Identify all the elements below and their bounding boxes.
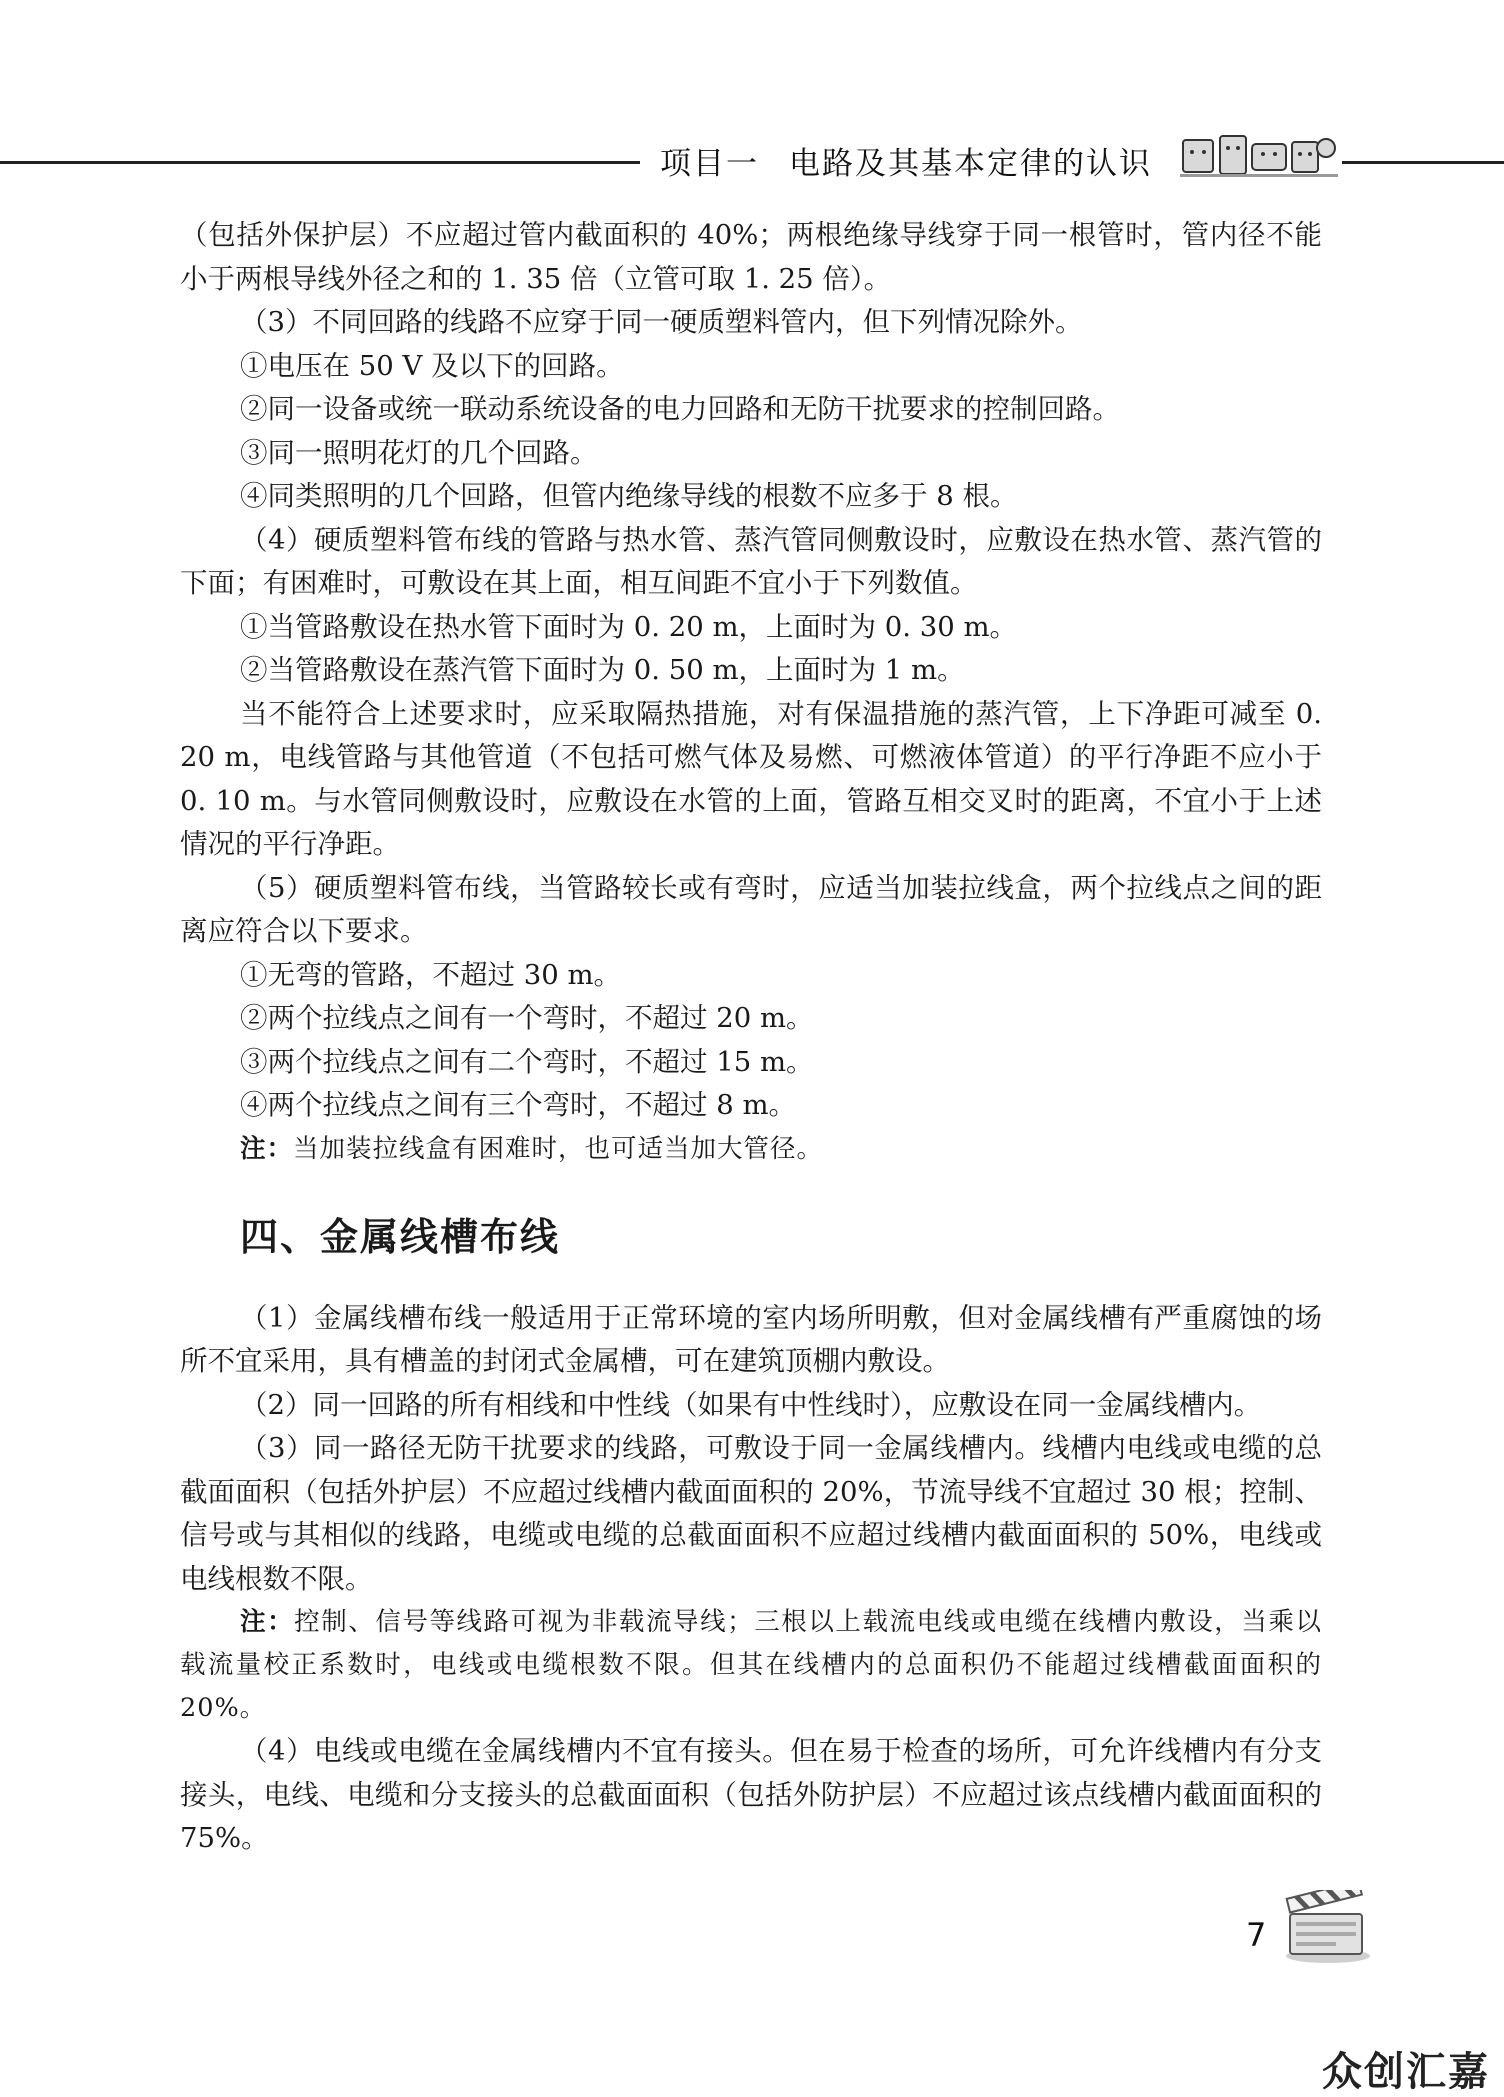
chapter-title: 电路及其基本定律的认识 xyxy=(789,146,1152,182)
list-item: ①电压在 50 V 及以下的回路。 xyxy=(240,349,624,382)
note-text: 当加装拉线盒有困难时，也可适当加大管径。 xyxy=(293,1133,824,1164)
list-item: ②两个拉线点之间有一个弯时，不超过 20 m。 xyxy=(240,1002,814,1034)
note-text: 控制、信号等线路可视为非载流导线；三根以上载流电线或电缆在线槽内敷设，当乘以载流量校正系数时，电线或电缆根数不限。但其在线槽内的总面积仍不能超过线槽截面面积的 20%。 xyxy=(180,1607,1322,1723)
paragraph: （3）同一路径无防干扰要求的线路，可敷设于同一金属线槽内。线槽内电线或电缆的总截面面积（包括外护层）不应超过线槽内截面面积的 20%，节流导线不宜超过 30 根；控制、信号或与其相似的线路，电缆或电缆的总截面面积不应超过线槽内截面面积的 50%，电线或电线根数不限。 xyxy=(180,1432,1322,1595)
header-rule-left xyxy=(0,161,640,164)
paragraph: （4）硬质塑料管布线的管路与热水管、蒸汽管同侧敷设时，应敷设在热水管、蒸汽管的下面；有困难时，可敷设在其上面，相互间距不宜小于下列数值。 xyxy=(180,523,1322,599)
note xyxy=(180,1601,1322,1730)
paragraph: 当不能符合上述要求时，应采取隔热措施，对有保温措施的蒸汽管，上下净距可减至 0. 20 m，电线管路与其他管道（不包括可燃气体及易燃、可燃液体管道）的平行净距不应小于 0. 10 m。与水管同侧敷设时，应敷设在水管的上面，管路互相交叉时的距离，不宜小于上述情况的平行净距。 xyxy=(180,697,1322,860)
paragraph: （包括外保护层）不应超过管内截面积的 40%；两根绝缘导线穿于同一根管时，管内径不能小于两根导线外径之和的 1. 35 倍（立管可取 1. 25 倍）。 xyxy=(180,219,1322,295)
paragraph: （1）金属线槽布线一般适用于正常环境的室内场所明敷，但对金属线槽有严重腐蚀的场所不宜采用，具有槽盖的封闭式金属槽，可在建筑顶棚内敷设。 xyxy=(180,1301,1322,1377)
list-item: ②同一设备或统一联动系统设备的电力回路和无防干扰要求的控制回路。 xyxy=(240,393,1120,425)
paragraph: （2）同一回路的所有相线和中性线（如果有中性线时），应敷设在同一金属线槽内。 xyxy=(240,1388,1262,1421)
project-label: 项目一 xyxy=(660,146,759,182)
paragraph: （4）电线或电缆在金属线槽内不宜有接头。但在易于检查的场所，可允许线槽内有分支接头，电线、电缆和分支接头的总截面面积（包括外防护层）不应超过该点线槽内截面面积的 75%。 xyxy=(180,1735,1322,1854)
film-clapperboard-icon xyxy=(1282,1890,1370,1964)
watermark: 众创汇嘉 xyxy=(1322,2049,1490,2095)
note-label: 注： xyxy=(240,1133,294,1164)
header-rule-right xyxy=(1342,161,1504,164)
list-item: ③两个拉线点之间有二个弯时，不超过 15 m。 xyxy=(240,1045,814,1078)
paragraph: （5）硬质塑料管布线，当管路较长或有弯时，应适当加装拉线盒，两个拉线点之间的距离应符合以下要求。 xyxy=(180,871,1322,947)
cartoon-electrical-appliances-icon xyxy=(1180,130,1338,182)
list-item: ①无弯的管路，不超过 30 m。 xyxy=(240,958,622,991)
list-item: ①当管路敷设在热水管下面时为 0. 20 m，上面时为 0. 30 m。 xyxy=(240,610,1018,643)
page-number: 7 xyxy=(1246,1916,1267,1954)
running-header xyxy=(660,138,1152,183)
note xyxy=(180,1128,1322,1171)
note-label: 注： xyxy=(240,1607,295,1637)
paragraph: （3）不同回路的线路不应穿于同一硬质塑料管内，但下列情况除外。 xyxy=(240,306,1083,338)
section-heading: 四、金属线槽布线 xyxy=(240,1214,561,1259)
list-item: ③同一照明花灯的几个回路。 xyxy=(240,436,598,469)
list-item: ④两个拉线点之间有三个弯时，不超过 8 m。 xyxy=(240,1089,797,1121)
list-item: ②当管路敷设在蒸汽管下面时为 0. 50 m，上面时为 1 m。 xyxy=(240,654,965,686)
list-item: ④同类照明的几个回路，但管内绝缘导线的根数不应多于 8 根。 xyxy=(240,480,1018,512)
page-body xyxy=(180,214,1322,1861)
